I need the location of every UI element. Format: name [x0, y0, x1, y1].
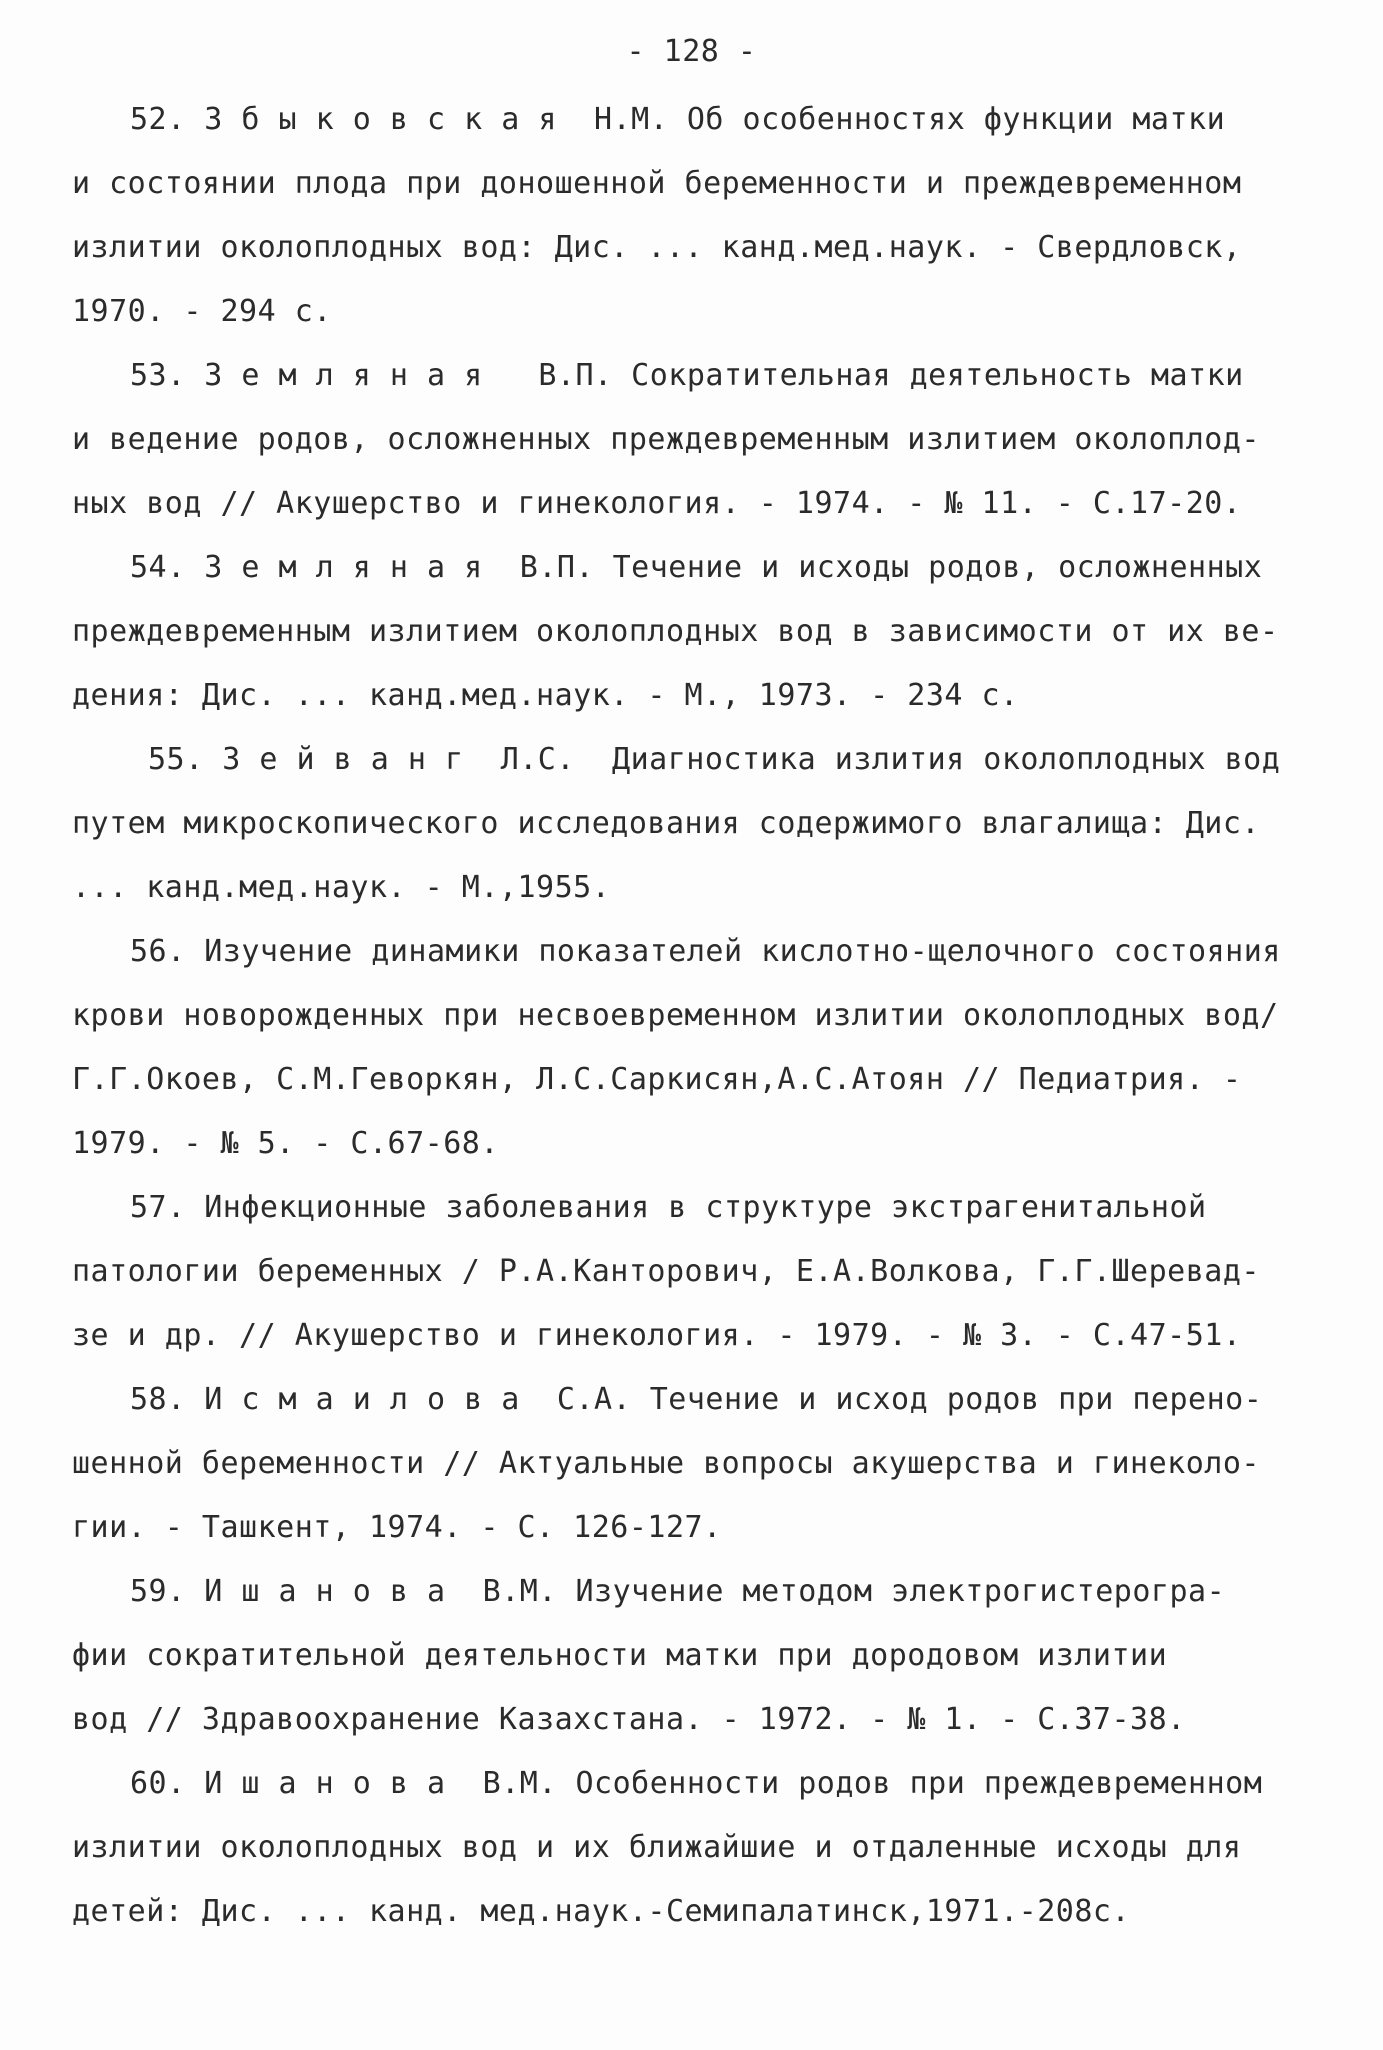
entry-line: и состоянии плода при доношенной беременности и преждевременном	[72, 166, 1242, 201]
page-number: - 128 -	[626, 34, 757, 69]
entry-line: шенной беременности // Актуальные вопросы акушерства и гинеколо-	[72, 1446, 1260, 1481]
entry-line: излитии околоплодных вод: Дис. ... канд.мед.наук. - Свердловск,	[72, 230, 1242, 265]
entry-line: дения: Дис. ... канд.мед.наук. - М., 1973. - 234 с.	[72, 678, 1019, 713]
entry-line: крови новорожденных при несвоевременном излитии околоплодных вод/	[72, 998, 1279, 1033]
entry-line: 59. И ш а н о в а В.М. Изучение методом электрогистерогра-	[130, 1574, 1226, 1609]
bibliography-entry-53	[72, 344, 1312, 536]
entry-line: излитии околоплодных вод и их ближайшие и отдаленные исходы для	[72, 1830, 1242, 1865]
entry-line: 53. З е м л я н а я В.П. Сократительная деятельность матки	[130, 358, 1244, 393]
bibliography-list	[72, 88, 1312, 1944]
entry-line: путем микроскопического исследования содержимого влагалища: Дис.	[72, 806, 1260, 841]
entry-line: вод // Здравоохранение Казахстана. - 1972. - № 1. - С.37-38.	[72, 1702, 1186, 1737]
entry-line: ... канд.мед.наук. - М.,1955.	[72, 870, 611, 905]
entry-line: 55. З е й в а н г Л.С. Диагностика излития околоплодных вод	[148, 742, 1281, 777]
entry-line: 1970. - 294 с.	[72, 294, 332, 329]
bibliography-entry-57	[72, 1176, 1312, 1368]
entry-line: 60. И ш а н о в а В.М. Особенности родов при преждевременном	[130, 1766, 1263, 1801]
entry-line: и ведение родов, осложненных преждевременным излитием околоплод-	[72, 422, 1260, 457]
bibliography-entry-55	[72, 728, 1312, 920]
entry-line: зе и др. // Акушерство и гинекология. - 1979. - № 3. - С.47-51.	[72, 1318, 1242, 1353]
bibliography-entry-58	[72, 1368, 1312, 1560]
entry-line: детей: Дис. ... канд. мед.наук.-Семипалатинск,1971.-208с.	[72, 1894, 1131, 1929]
bibliography-entry-60	[72, 1752, 1312, 1944]
entry-line: 54. З е м л я н а я В.П. Течение и исходы родов, осложненных	[130, 550, 1263, 585]
entry-line: преждевременным излитием околоплодных вод в зависимости от их ве-	[72, 614, 1279, 649]
bibliography-entry-56	[72, 920, 1312, 1176]
entry-line: 56. Изучение динамики показателей кислотно-щелочного состояния	[130, 934, 1281, 969]
entry-line: 52. З б ы к о в с к а я Н.М. Об особенностях функции матки	[130, 102, 1226, 137]
entry-line: 1979. - № 5. - С.67-68.	[72, 1126, 499, 1161]
bibliography-entry-52	[72, 88, 1312, 344]
entry-line: патологии беременных / Р.А.Канторович, Е.А.Волкова, Г.Г.Шеревад-	[72, 1254, 1260, 1289]
entry-line: фии сократительной деятельности матки при дородовом излитии	[72, 1638, 1168, 1673]
bibliography-entry-59	[72, 1560, 1312, 1752]
entry-line: 58. И с м а и л о в а С.А. Течение и исход родов при перено-	[130, 1382, 1263, 1417]
entry-line: 57. Инфекционные заболевания в структуре экстрагенитальной	[130, 1190, 1207, 1225]
bibliography-entry-54	[72, 536, 1312, 728]
entry-line: гии. - Ташкент, 1974. - С. 126-127.	[72, 1510, 722, 1545]
entry-line: ных вод // Акушерство и гинекология. - 1974. - № 11. - С.17-20.	[72, 486, 1242, 521]
entry-line: Г.Г.Окоев, С.М.Геворкян, Л.С.Саркисян,А.С.Атоян // Педиатрия. -	[72, 1062, 1242, 1097]
